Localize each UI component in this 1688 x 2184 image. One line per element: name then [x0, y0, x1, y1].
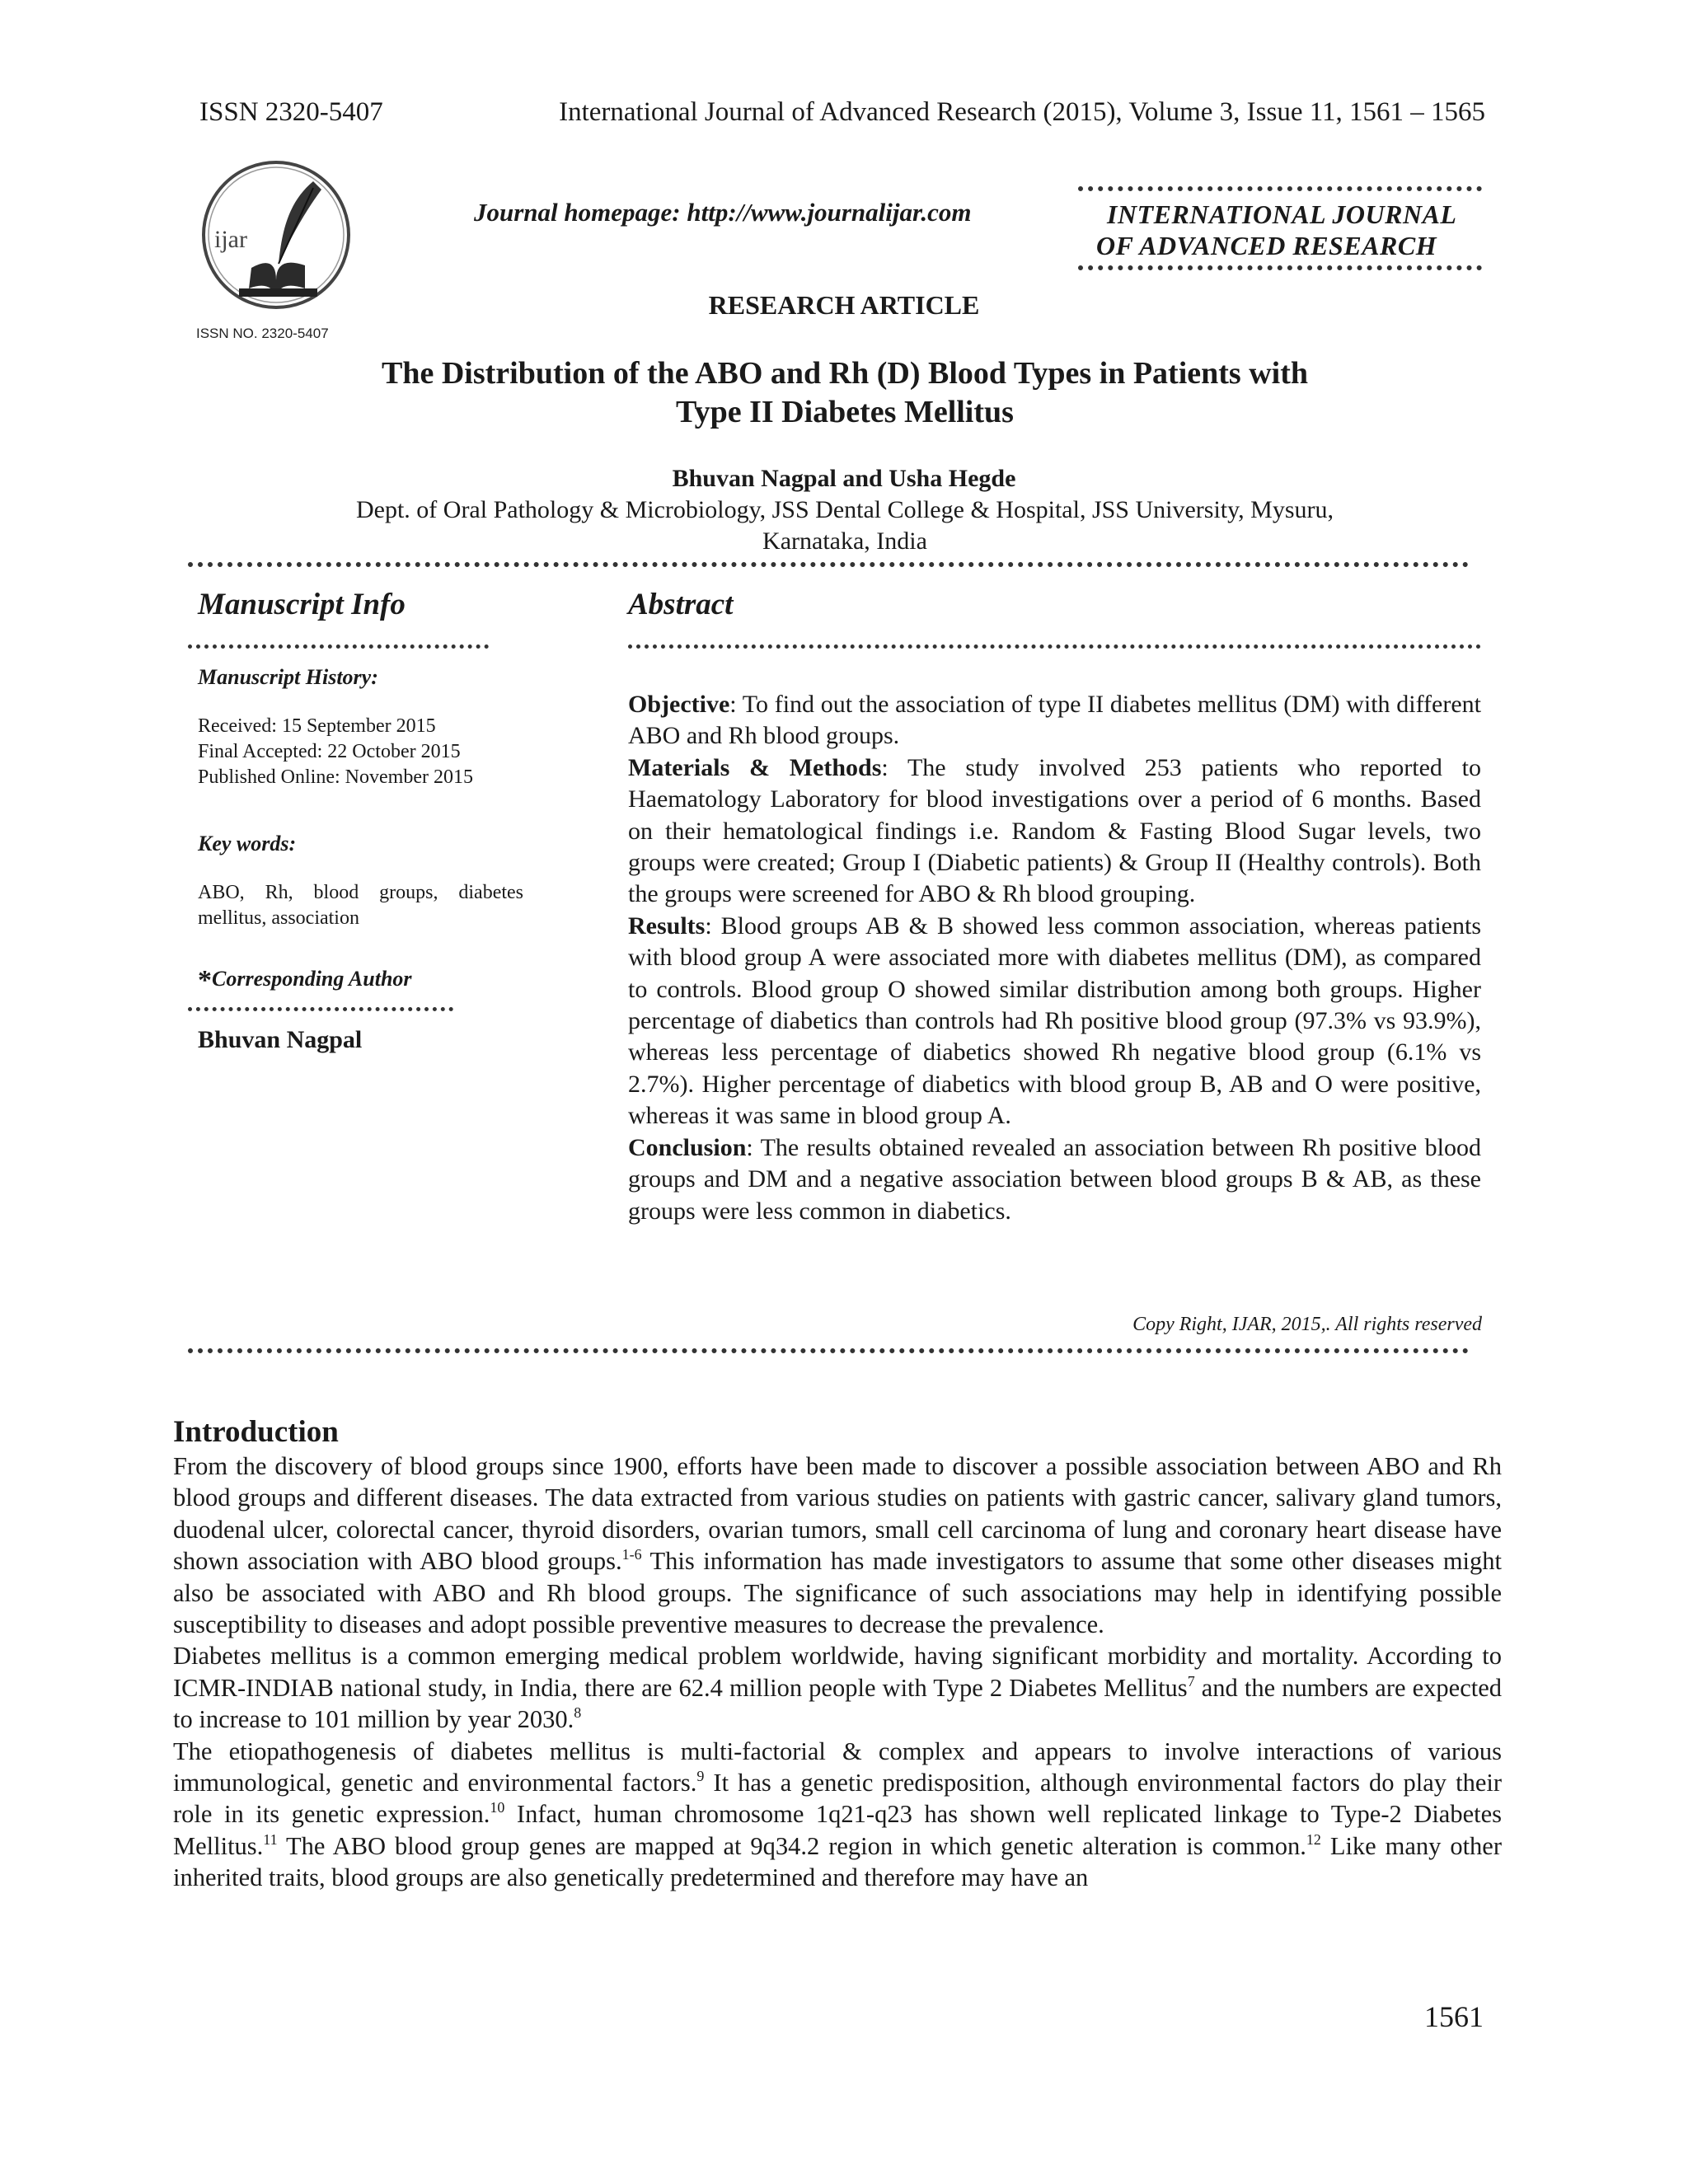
keywords-label: Key words:: [198, 832, 297, 855]
article-type: RESEARCH ARTICLE: [708, 290, 980, 320]
abstract-methods: Materials & Methods: The study involved 253 patients who reported to Haematology Laboratory for blood investigations over a period of 6 months. Based on their hematological findings i.e. Random & Fasting Blood Sugar levels, two groups were created; Group I (Diabetic patients) & Group II (Healthy controls). Both the groups were screened for ABO & Rh blood grouping.: [628, 753, 1482, 908]
logo-wordmark: ijar: [214, 226, 247, 253]
corresponding-author-name: Bhuvan Nagpal: [198, 1026, 363, 1053]
paper-title: [247, 354, 1442, 432]
journal-brand: [1078, 183, 1482, 280]
abstract-conclusion: Conclusion: The results obtained revealed an association between Rh positive blood groups and DM and a negative association between blood groups B & AB, as these groups were less common in diabetics.: [628, 1133, 1481, 1225]
corresponding-author-label: [198, 965, 523, 996]
copyright-notice: Copy Right, IJAR, 2015,. All rights reserved: [1132, 1314, 1482, 1335]
affiliation: [313, 494, 1376, 557]
abstract-body: [628, 689, 1481, 1227]
accepted-date: Final Accepted: 22 October 2015: [198, 741, 461, 762]
issn: ISSN 2320-5407: [199, 97, 383, 127]
running-head: [199, 97, 1485, 134]
page-number: 1561: [1424, 2000, 1484, 2033]
corresponding-star: *: [198, 965, 212, 996]
affiliation-line-1: Dept. of Oral Pathology & Microbiology, JSS Dental College & Hospital, JSS University, Mysuru,: [355, 496, 1334, 523]
manuscript-info-heading: Manuscript Info: [198, 588, 406, 621]
citation: 7: [1187, 1672, 1195, 1690]
journal-reference: International Journal of Advanced Research (2015), Volume 3, Issue 11, 1561 – 1565: [559, 97, 1485, 127]
brand-line-2: OF ADVANCED RESEARCH: [1096, 231, 1437, 260]
citation: 10: [490, 1799, 505, 1816]
abstract-objective: Objective: To find out the association of type II diabetes mellitus (DM) with different ABO and Rh blood groups.: [628, 691, 1481, 750]
intro-paragraph-1: From the discovery of blood groups since 1900, efforts have been made to discover a possible association between ABO and Rh blood groups and different diseases. The data extracted from various studies on patients with gastric cancer, salivary gland tumors, duodenal ulcer, colorectal cancer, thyroid disorders, ovarian tumors, small cell carcinoma of lung and coronary heart disease have shown association with ABO blood groups.$^{1-6}$ This information has made investigators to assume that some other diseases might also be associated with ABO and Rh blood groups. The significance of such associations may help in identifying possible susceptibility to diseases and adopt possible preventive measures to decrease the prevalence.: [173, 1452, 1503, 1639]
journal-homepage: Journal homepage: http://www.journalijar.com: [474, 198, 972, 227]
citation: 11: [263, 1830, 278, 1848]
brand-top-rule: [1078, 186, 1482, 191]
brand-line-1: INTERNATIONAL JOURNAL: [1107, 199, 1457, 229]
authors: Bhuvan Nagpal and Usha Hegde: [672, 465, 1016, 492]
introduction-body: [173, 1451, 1502, 1894]
citation: 1-6: [621, 1546, 642, 1563]
intro-paragraph-3: The etiopathogenesis of diabetes mellitus is multi-factorial & complex and appears to involve interactions of various immunological, genetic and environmental factors.$^9$ It has a genetic predisposition, although environmental factors do play their role in its genetic expression.$^{10}$ Infact, human chromosome 1q21-q23 has shown well replicated linkage to Type-2 Diabetes Mellitus.$^{11}$ The ABO blood group genes are mapped at 9q34.2 region in which genetic alteration is common.$^{12}$ Like many other inherited traits, blood groups are also genetically predetermined and therefore may have an: [173, 1736, 1502, 1892]
corresponding-rule: [188, 1007, 453, 1011]
title-line-2: Type II Diabetes Mellitus: [676, 395, 1014, 429]
manuscript-info-rule: [188, 644, 489, 649]
manuscript-history: [198, 714, 523, 790]
citation: 12: [1306, 1830, 1321, 1848]
header-divider: [188, 562, 1469, 567]
logo-issn: ISSN NO. 2320-5407: [196, 326, 329, 341]
corresponding-label-text: Corresponding Author: [212, 967, 412, 991]
brand-bottom-rule: [1078, 265, 1482, 270]
intro-paragraph-2: Diabetes mellitus is a common emerging medical problem worldwide, having significant morbidity and mortality. According to ICMR-INDIAB national study, in India, there are 62.4 million people with Type 2 Diabetes Mellitus$^7$ and the numbers are expected to increase to 101 million by year 2030.$^8$: [173, 1642, 1502, 1734]
citation: 9: [696, 1768, 705, 1785]
published-date: Published Online: November 2015: [198, 766, 473, 788]
abstract-heading: Abstract: [628, 588, 734, 621]
abstract-results: Results: Blood groups AB & B showed less common association, whereas patients with blood group A were associated more with diabetes mellitus (DM), as compared to controls. Blood group O showed similar distribution among both groups. Higher percentage of diabetics than controls had Rh positive blood group (97.3% vs 93.9%), whereas less percentage of diabetics showed Rh negative blood group (6.1% vs 2.7%). Higher percentage of diabetics with blood group B, AB and O were positive, whereas it was same in blood group A.: [628, 912, 1481, 1130]
title-line-1: The Distribution of the ABO and Rh (D) Blood Types in Patients with: [382, 356, 1308, 391]
keywords: ABO, Rh, blood groups, diabetes mellitus, association: [198, 882, 523, 929]
received-date: Received: 15 September 2015: [198, 715, 436, 737]
introduction-heading: Introduction: [173, 1415, 339, 1449]
abstract-rule: [628, 644, 1481, 649]
abstract-divider: [188, 1348, 1469, 1353]
affiliation-line-2: Karnataka, India: [762, 527, 927, 555]
citation: 8: [574, 1704, 582, 1722]
manuscript-history-label: Manuscript History:: [198, 665, 378, 689]
